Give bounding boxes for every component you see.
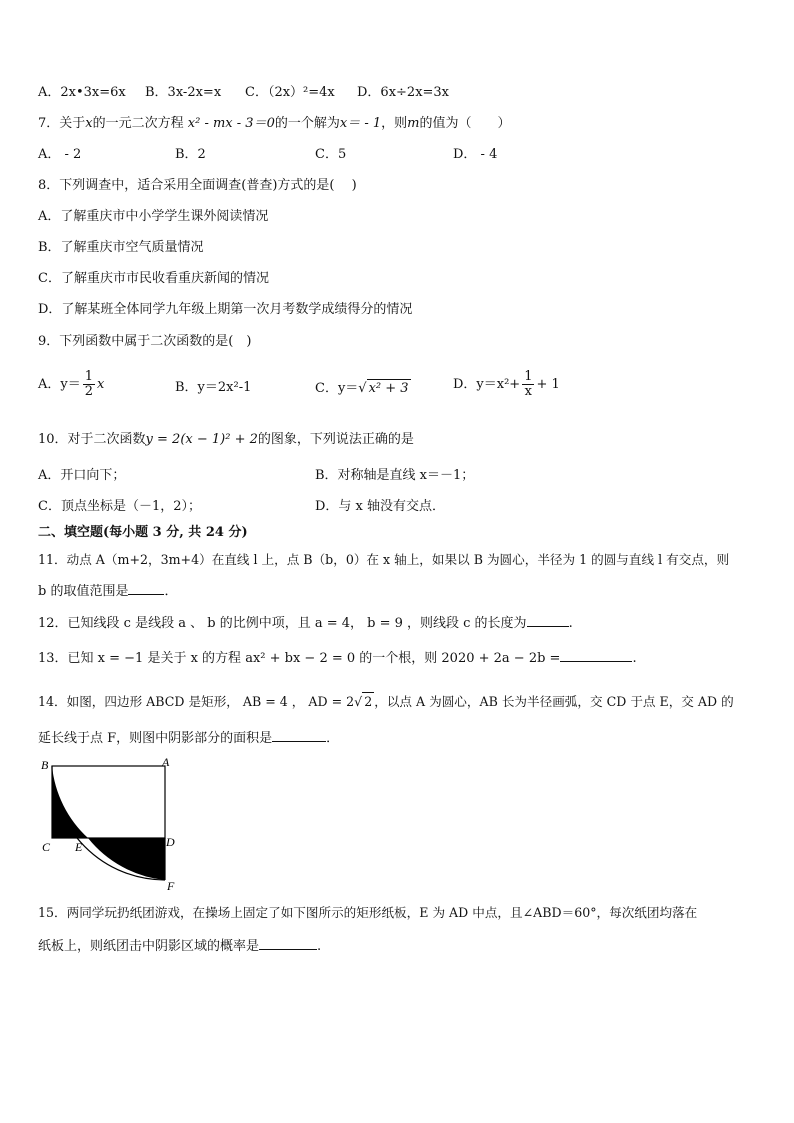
label-a: A (162, 756, 170, 769)
q14-answer-blank[interactable] (272, 729, 326, 742)
q9-option-d: D．y＝x²+ $\frac{1}{x}$ + 1 (453, 369, 560, 399)
q12-answer-blank[interactable] (527, 614, 569, 627)
q6-option-c: C．（2x）²=4x (245, 85, 335, 100)
label-e: E (75, 840, 83, 854)
q13-answer-blank[interactable] (560, 649, 632, 662)
q9-option-a: A．y＝ $\frac{1}{2}$ x (38, 369, 105, 399)
q14-line2: 延长线于点 F，则图中阴影部分的面积是 ． (38, 731, 340, 746)
q15-answer-blank[interactable] (259, 937, 317, 950)
q7-stem: 7．关于x的一元二次方程 x² - mx - 3＝0的一个解为x＝ - 1，则m的值为（ ） (38, 116, 511, 131)
label-d: D (166, 835, 175, 849)
q8-option-a: A．了解重庆市中小学学生课外阅读情况 (38, 209, 269, 224)
q9-stem: 9．下列函数中属于二次函数的是( ) (38, 334, 252, 349)
label-b: B (41, 758, 49, 772)
q6-option-d: D．6x÷2x=3x (357, 85, 450, 100)
q12-stem: 12．已知线段 c 是线段 a 、 b 的比例中项，且 a = 4， b = 9 ，则线段 c 的长度为 . (38, 616, 573, 631)
q14-line1: 14．如图，四边形 ABCD 是矩形， AB = 4 ， AD = 2√ 2 ，以点 A 为圆心，AB 长为半径画弧，交 CD 于点 E，交 AD 的 (38, 694, 734, 709)
q9-option-b: B．y＝2x²-1 (175, 380, 252, 395)
q7-option-a: A． - 2 (38, 147, 82, 162)
q8-option-c: C．了解重庆市市民收看重庆新闻的情况 (38, 271, 269, 286)
q11-line1: 11．动点 A（m+2，3m+4）在直线 l 上，点 B（b，0）在 x 轴上，如果以 B 为圆心，半径为 1 的圆与直线 l 有交点，则 (38, 552, 730, 567)
q11-line2: b 的取值范围是 ． (38, 584, 178, 599)
q11-answer-blank[interactable] (128, 582, 164, 595)
q6-option-a: A．2x•3x=6x (38, 85, 126, 100)
q7-option-d: D． - 4 (453, 147, 498, 162)
q8-option-b: B．了解重庆市空气质量情况 (38, 240, 204, 255)
q8-option-d: D．了解某班全体同学九年级上期第一次月考数学成绩得分的情况 (38, 302, 413, 317)
q10-option-c: C．顶点坐标是（－1，2）； (38, 499, 201, 514)
q9-option-c: C．y＝√ x² + 3 (315, 381, 409, 396)
q7-option-c: C．5 (315, 147, 347, 162)
q7-option-b: B．2 (175, 147, 206, 162)
q15-line2: 纸板上，则纸团击中阴影区域的概率是 . (38, 939, 322, 954)
label-f: F (167, 879, 175, 893)
q6-option-b: B．3x-2x=x (145, 85, 222, 100)
q10-stem: 10．对于二次函数y = 2(x − 1)² + 2的图象，下列说法正确的是 (38, 432, 414, 447)
q8-stem: 8．下列调查中，适合采用全面调查(普查)方式的是( ) (38, 178, 357, 193)
section-heading: 二、填空题(每小题 3 分, 共 24 分) (38, 525, 248, 540)
q14-figure (38, 756, 188, 896)
q10-option-b: B．对称轴是直线 x＝－1； (315, 468, 475, 483)
q13-stem: 13．已知 x = −1 是关于 x 的方程 ax² + bx − 2 = 0 的一个根，则 2020 + 2a − 2b = . (38, 651, 637, 666)
q15-line1: 15．两同学玩扔纸团游戏，在操场上固定了如下图所示的矩形纸板，E 为 AD 中点，且∠ABD＝60°，每次纸团均落在 (38, 905, 698, 920)
q10-option-a: A．开口向下； (38, 468, 126, 483)
q10-option-d: D．与 x 轴没有交点． (315, 499, 446, 514)
label-c: C (42, 840, 51, 854)
